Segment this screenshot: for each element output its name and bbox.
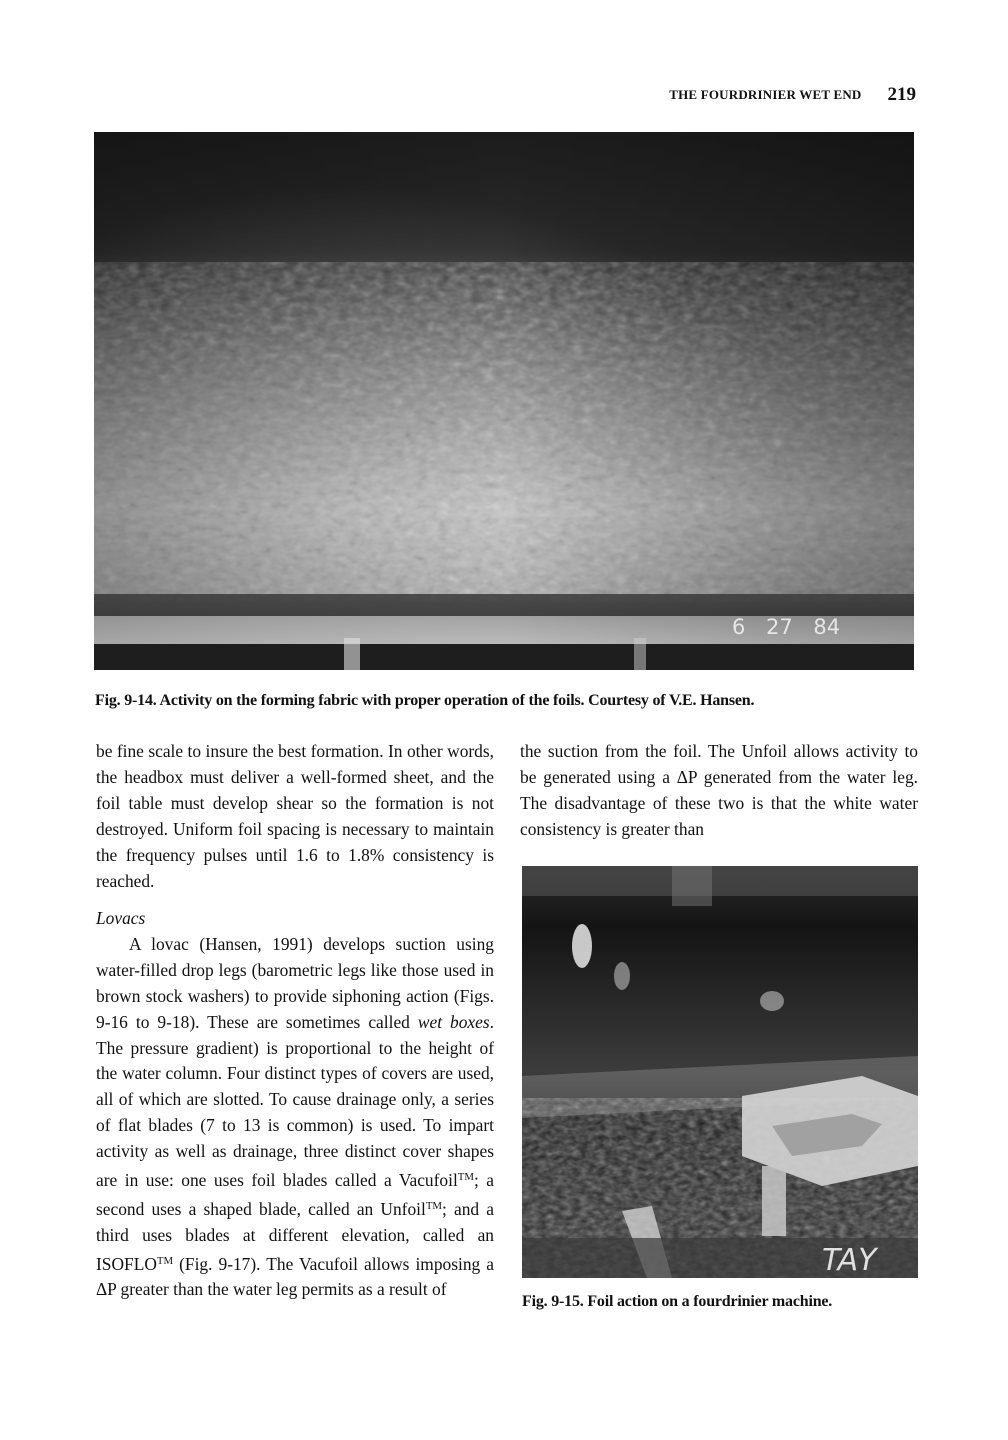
figure-date-stamp: 6 27 84 [732,615,841,639]
left-column-intro [96,739,494,894]
figure-9-14-caption: Fig. 9-14. Activity on the forming fabric with proper operation of the foils. Courtesy of V.E. Hansen. [95,692,755,709]
running-head [560,84,916,106]
figure-9-15-photo [522,866,918,1278]
lovacs-paragraph [96,932,494,1303]
figure-9-14-photo [94,132,914,670]
intro-paragraph: be fine scale to insure the best formation. In other words, the headbox must deliver a well-formed sheet, and the foil table must develop shear so the formation is not destroyed. Uniform foil spacing is necessary to maintain the frequency pulses until 1.6 to 1.8% consistency is reached. [96,741,494,891]
running-title: THE FOURDRINIER WET END [669,87,862,102]
left-column-lovacs [96,906,494,1303]
lovacs-text-5: (Fig. 9-17). The Vacufoil allows imposing a ΔP greater than the water leg permits as a result of [96,1253,494,1300]
right-column-text [520,739,918,843]
lovacs-text-1: A lovac (Hansen, 1991) develops suction using water-filled drop legs (barometric legs like those used in brown stock washers) to provide siphoning action (Figs. 9-16 to 9-18). These are sometimes called [96,933,494,1032]
lovacs-text-4: ; and a third uses blades at different elevation, called an ISOFLO [96,1198,494,1274]
right-paragraph: the suction from the foil. The Unfoil allows activity to be generated using a ΔP generated from the water leg. The disadvantage of these two is that the white water consistency is greater than [520,741,918,839]
figure-9-15-caption: Fig. 9-15. Foil action on a fourdrinier machine. [522,1293,833,1310]
page-number: 219 [887,84,916,105]
trademark-vacufoil: TM [457,1171,474,1184]
term-wet-boxes: wet boxes [417,1011,490,1032]
trademark-unfoil: TM [425,1199,442,1212]
lovacs-text-2: . The pressure gradient) is proportional to the height of the water column. Four distinct types of covers are used, all of which are slotted. To cause drainage only, a series of flat blades (7 to 13 is common) is used. To impart activity as well as drainage, three distinct cover shapes are in use: one uses foil blades called a Vacufoil [96,1011,494,1190]
lovacs-text-3: ; a second uses a shaped blade, called an Unfoil [96,1169,494,1219]
trademark-isoflo: TM [156,1254,174,1267]
figure-stamp-text: TAY [822,1243,877,1278]
section-heading-lovacs: Lovacs [96,908,146,928]
